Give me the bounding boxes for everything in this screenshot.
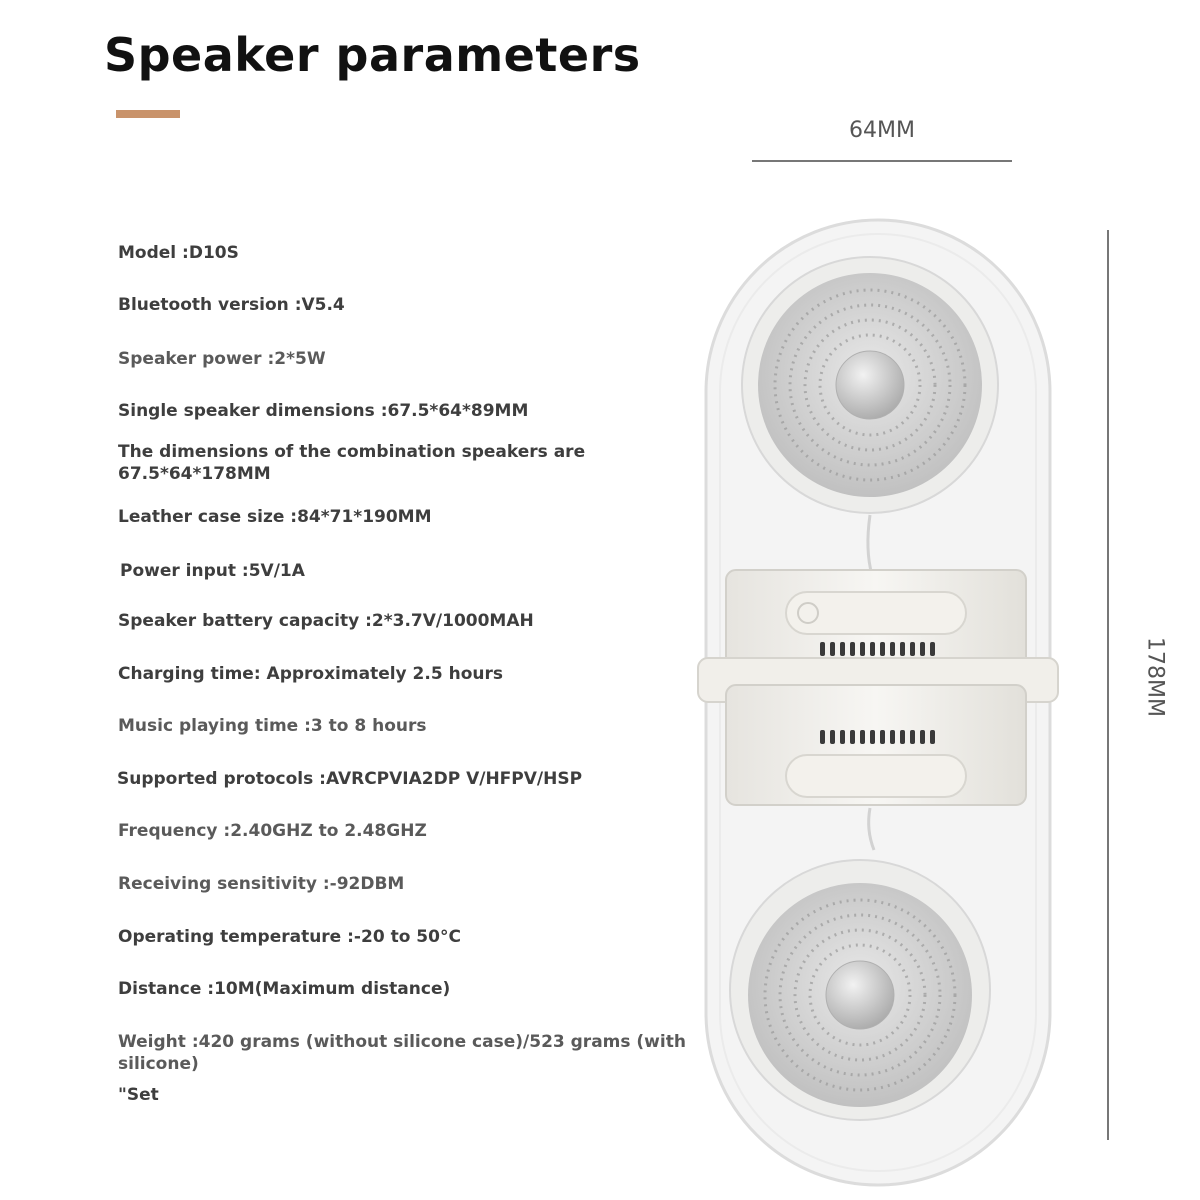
spec-music-playing-time: Music playing time :3 to 8 hours: [118, 716, 427, 736]
spec-weight: Weight :420 grams (without silicone case)/523 grams (with silicone): [118, 1032, 686, 1074]
spec-model: Model :D10S: [118, 243, 239, 263]
height-dimension-label: 178MM: [1142, 637, 1168, 717]
spec-charging-time: Charging time: Approximately 2.5 hours: [118, 664, 503, 684]
width-dimension-line: [752, 160, 1012, 162]
spec-receiving-sensitivity: Receiving sensitivity :-92DBM: [118, 874, 405, 894]
title-accent-bar: [116, 110, 180, 118]
spec-battery-capacity: Speaker battery capacity :2*3.7V/1000MAH: [118, 611, 534, 631]
bottom-speaker: [730, 860, 990, 1120]
spec-power-input: Power input :5V/1A: [120, 561, 305, 581]
spec-speaker-power: Speaker power :2*5W: [118, 349, 326, 369]
spec-single-speaker-dimensions: Single speaker dimensions :67.5*64*89MM: [118, 401, 529, 421]
spec-leather-case-size: Leather case size :84*71*190MM: [118, 507, 432, 527]
top-speaker: [742, 257, 998, 513]
spec-combination-dimensions: The dimensions of the combination speakers are 67.5*64*178MM: [118, 442, 586, 484]
height-dimension-line: [1107, 230, 1109, 1140]
spec-distance: Distance :10M(Maximum distance): [118, 979, 451, 999]
spec-operating-temperature: Operating temperature :-20 to 50°C: [118, 927, 461, 947]
page-title: Speaker parameters: [104, 28, 641, 82]
spec-frequency: Frequency :2.40GHZ to 2.48GHZ: [118, 821, 427, 841]
spec-supported-protocols: Supported protocols :AVRCPVIA2DP V/HFPV/HSP: [117, 769, 583, 789]
spec-bluetooth-version: Bluetooth version :V5.4: [118, 295, 345, 315]
bottom-base-unit: [726, 685, 1026, 805]
width-dimension-label: 64MM: [849, 118, 915, 143]
spec-set: "Set: [118, 1085, 159, 1105]
speaker-device-illustration: [690, 210, 1080, 1190]
